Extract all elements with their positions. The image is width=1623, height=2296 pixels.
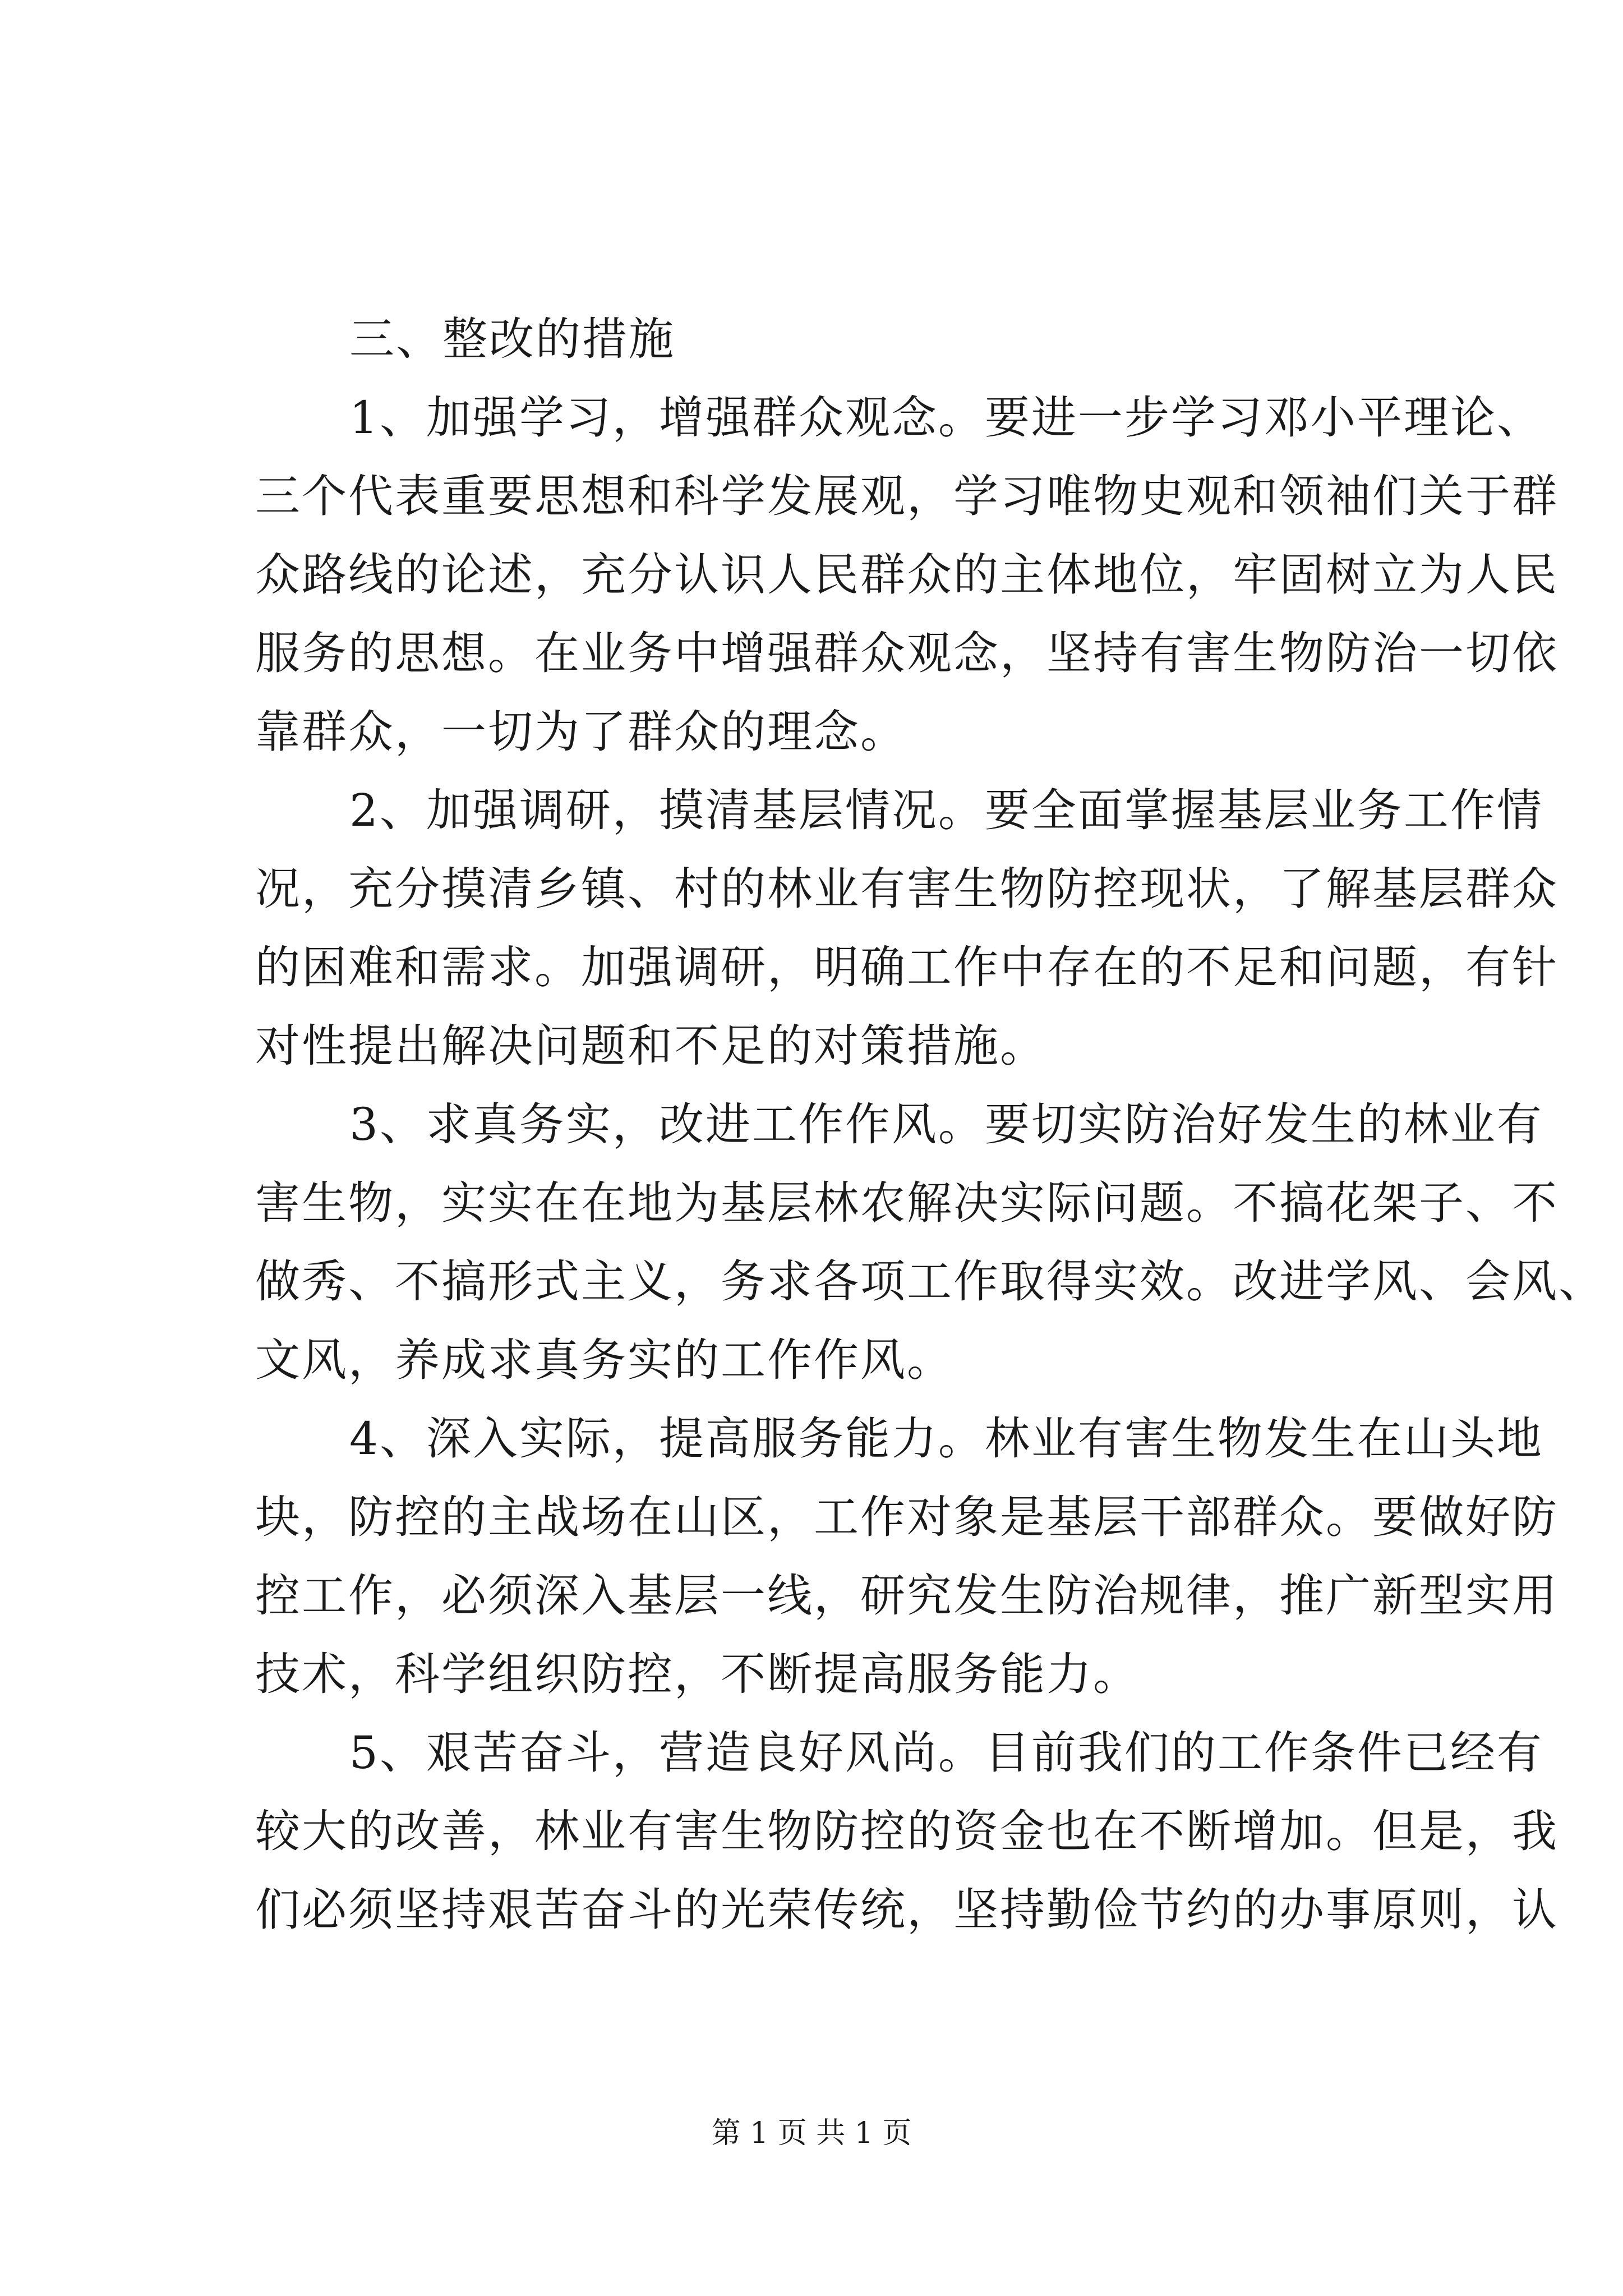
paragraph-3-line-1: 3、求真务实，改进工作作风。要切实防治好发生的林业有	[349, 1098, 1543, 1151]
paragraph-5-line-3: 们必须坚持艰苦奋斗的光荣传统，坚持勤俭节约的办事原则，认	[255, 1884, 1559, 1936]
paragraph-1-line-3: 众路线的论述，充分认识人民群众的主体地位，牢固树立为人民	[255, 549, 1559, 601]
paragraph-5-line-2: 较大的改善，林业有害生物防控的资金也在不断增加。但是，我	[255, 1805, 1559, 1857]
paragraph-3-line-2: 害生物，实实在在地为基层林农解决实际问题。不搞花架子、不	[255, 1177, 1559, 1229]
paragraph-5-line-1: 5、艰苦奋斗，营造良好风尚。目前我们的工作条件已经有	[349, 1727, 1543, 1779]
paragraph-4-line-4: 技术，科学组织防控，不断提高服务能力。	[255, 1648, 1140, 1700]
paragraph-1-line-2: 三个代表重要思想和科学发展观，学习唯物史观和领袖们关于群	[255, 470, 1559, 522]
paragraph-4-line-2: 块，防控的主战场在山区，工作对象是基层干部群众。要做好防	[255, 1491, 1559, 1543]
paragraph-1-line-1: 1、加强学习，增强群众观念。要进一步学习邓小平理论、	[349, 392, 1543, 444]
paragraph-4-line-1: 4、深入实际，提高服务能力。林业有害生物发生在山头地	[349, 1412, 1543, 1465]
page-footer: 第 1 页 共 1 页	[711, 2116, 912, 2150]
paragraph-3-line-4: 文风，养成求真务实的工作作风。	[255, 1334, 953, 1386]
paragraph-2-line-4: 对性提出解决问题和不足的对策措施。	[255, 1020, 1046, 1072]
paragraph-2-line-2: 况，充分摸清乡镇、村的林业有害生物防控现状，了解基层群众	[255, 863, 1559, 915]
paragraph-4-line-3: 控工作，必须深入基层一线，研究发生防治规律，推广新型实用	[255, 1570, 1559, 1622]
paragraph-1-line-5: 靠群众，一切为了群众的理念。	[255, 706, 907, 758]
section-heading: 三、整改的措施	[349, 313, 675, 365]
paragraph-2-line-3: 的困难和需求。加强调研，明确工作中存在的不足和问题，有针	[255, 941, 1559, 993]
paragraph-2-line-1: 2、加强调研，摸清基层情况。要全面掌握基层业务工作情	[349, 784, 1543, 836]
document-body	[255, 300, 1605, 1949]
paragraph-1-line-4: 服务的思想。在业务中增强群众观念，坚持有害生物防治一切依	[255, 627, 1559, 679]
paragraph-3-line-3: 做秀、不搞形式主义，务求各项工作取得实效。改进学风、会风、	[255, 1255, 1605, 1308]
